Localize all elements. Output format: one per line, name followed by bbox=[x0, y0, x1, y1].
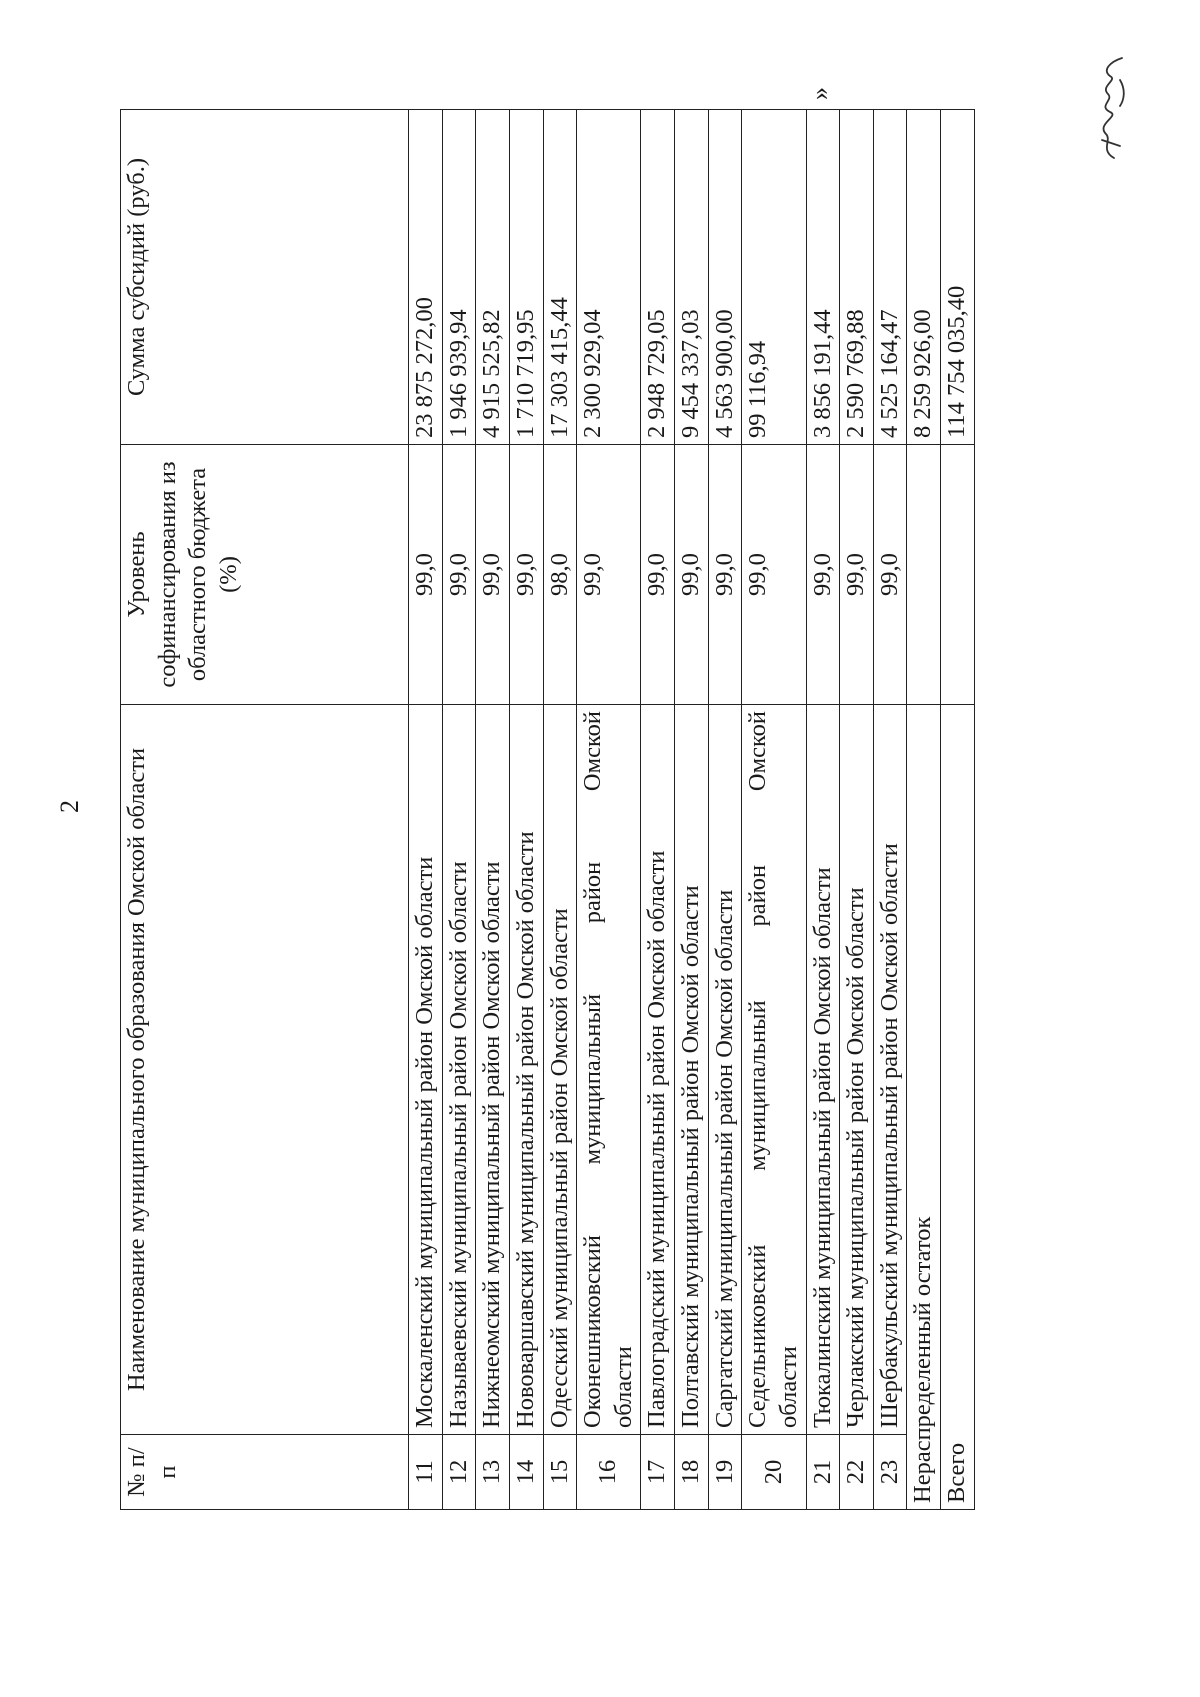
total-label: Всего bbox=[941, 705, 975, 1510]
row-level: 99,0 bbox=[577, 445, 641, 705]
row-num: 11 bbox=[409, 1435, 443, 1510]
row-level: 99,0 bbox=[442, 445, 476, 705]
total-sum: 114 754 035,40 bbox=[941, 110, 975, 445]
row-sum: 17 303 415,44 bbox=[543, 110, 577, 445]
row-level: 99,0 bbox=[708, 445, 742, 705]
row-name: Москаленский муниципальный район Омской области bbox=[409, 705, 443, 1435]
row-num: 21 bbox=[806, 1435, 840, 1510]
row-sum: 4 915 525,82 bbox=[476, 110, 510, 445]
unallocated-row bbox=[907, 110, 941, 1510]
row-sum: 2 590 769,88 bbox=[840, 110, 874, 445]
row-level: 99,0 bbox=[675, 445, 709, 705]
row-name: Саргатский муниципальный район Омской области bbox=[708, 705, 742, 1435]
row-num: 13 bbox=[476, 1435, 510, 1510]
row-level: 98,0 bbox=[543, 445, 577, 705]
total-level-empty bbox=[941, 445, 975, 705]
row-num: 18 bbox=[675, 1435, 709, 1510]
row-name: Оконешниковский муниципальный район Омской области bbox=[577, 705, 641, 1435]
table-row bbox=[675, 110, 709, 1510]
row-name: Называевский муниципальный район Омской области bbox=[442, 705, 476, 1435]
row-sum: 3 856 191,44 bbox=[806, 110, 840, 445]
row-level: 99,0 bbox=[873, 445, 907, 705]
row-num: 23 bbox=[873, 1435, 907, 1510]
header-sum: Сумма субсидий (руб.) bbox=[121, 110, 409, 445]
table-header-row bbox=[121, 110, 409, 1510]
row-num: 17 bbox=[641, 1435, 675, 1510]
page-number: 2 bbox=[55, 800, 84, 813]
row-name: Седельниковский муниципальный район Омской области bbox=[742, 705, 806, 1435]
row-level: 99,0 bbox=[509, 445, 543, 705]
row-sum: 23 875 272,00 bbox=[409, 110, 443, 445]
header-level: Уровень софинансирования из областного бюджета (%) bbox=[121, 445, 409, 705]
row-name: Черлакский муниципальный район Омской области bbox=[840, 705, 874, 1435]
table-row bbox=[577, 110, 641, 1510]
handwritten-signature bbox=[1080, 50, 1140, 170]
rotated-table-container bbox=[120, 110, 970, 1510]
table-row bbox=[742, 110, 806, 1510]
row-num: 19 bbox=[708, 1435, 742, 1510]
row-num: 16 bbox=[577, 1435, 641, 1510]
table-row bbox=[442, 110, 476, 1510]
row-sum: 9 454 337,03 bbox=[675, 110, 709, 445]
unallocated-sum: 8 259 926,00 bbox=[907, 110, 941, 445]
row-num: 20 bbox=[742, 1435, 806, 1510]
row-name: Нижнеомский муниципальный район Омской области bbox=[476, 705, 510, 1435]
subsidy-table bbox=[120, 109, 975, 1510]
row-sum: 99 116,94 bbox=[742, 110, 806, 445]
row-name: Шербакульский муниципальный район Омской области bbox=[873, 705, 907, 1435]
row-name: Одесский муниципальный район Омской области bbox=[543, 705, 577, 1435]
row-name: Полтавский муниципальный район Омской области bbox=[675, 705, 709, 1435]
row-name: Нововаршавский муниципальный район Омской области bbox=[509, 705, 543, 1435]
table-row bbox=[873, 110, 907, 1510]
row-level: 99,0 bbox=[840, 445, 874, 705]
row-num: 22 bbox=[840, 1435, 874, 1510]
table-row bbox=[476, 110, 510, 1510]
row-level: 99,0 bbox=[806, 445, 840, 705]
table-row bbox=[543, 110, 577, 1510]
row-sum: 2 300 929,04 bbox=[577, 110, 641, 445]
row-sum: 2 948 729,05 bbox=[641, 110, 675, 445]
row-level: 99,0 bbox=[742, 445, 806, 705]
row-num: 14 bbox=[509, 1435, 543, 1510]
row-name: Павлоградский муниципальный район Омской области bbox=[641, 705, 675, 1435]
header-num: № п/п bbox=[121, 1435, 409, 1510]
unallocated-label: Нераспределенный остаток bbox=[907, 705, 941, 1510]
table-row bbox=[641, 110, 675, 1510]
row-level: 99,0 bbox=[409, 445, 443, 705]
row-name: Тюкалинский муниципальный район Омской области bbox=[806, 705, 840, 1435]
table-row bbox=[409, 110, 443, 1510]
row-num: 12 bbox=[442, 1435, 476, 1510]
closing-quote-mark: » bbox=[805, 87, 834, 100]
row-sum: 1 946 939,94 bbox=[442, 110, 476, 445]
row-level: 99,0 bbox=[476, 445, 510, 705]
table-row bbox=[840, 110, 874, 1510]
unallocated-level-empty bbox=[907, 445, 941, 705]
row-sum: 1 710 719,95 bbox=[509, 110, 543, 445]
row-num: 15 bbox=[543, 1435, 577, 1510]
row-sum: 4 525 164,47 bbox=[873, 110, 907, 445]
table-row bbox=[708, 110, 742, 1510]
header-name: Наименование муниципального образования Омской области bbox=[121, 705, 409, 1435]
row-sum: 4 563 900,00 bbox=[708, 110, 742, 445]
total-row bbox=[941, 110, 975, 1510]
row-level: 99,0 bbox=[641, 445, 675, 705]
table-row bbox=[806, 110, 840, 1510]
table-row bbox=[509, 110, 543, 1510]
